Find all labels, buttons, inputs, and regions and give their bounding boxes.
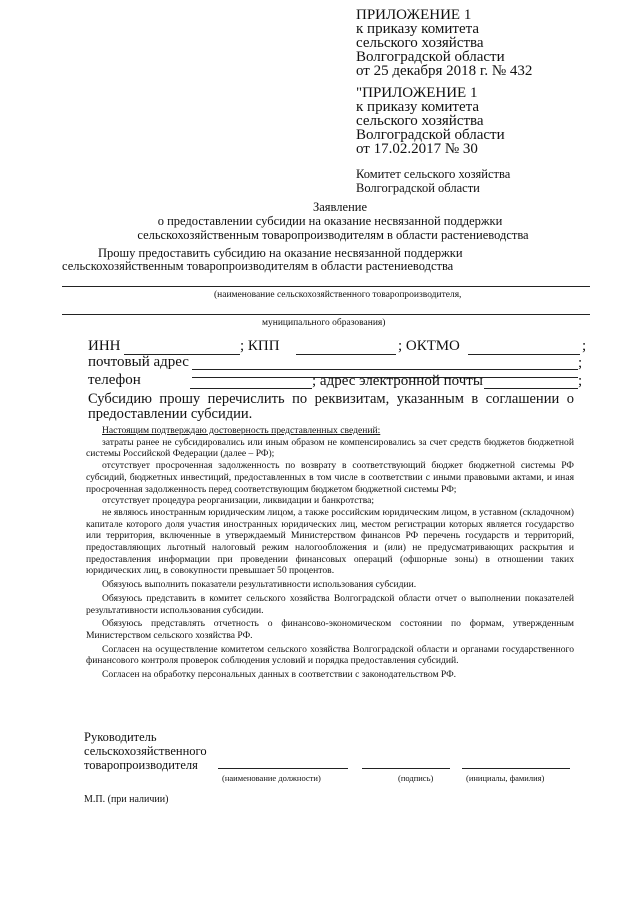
subsidy-requisites-text: Субсидию прошу перечислить по реквизитам, указанным в соглашении о предоставлении субсидии. (88, 391, 574, 422)
statement-subtitle2: сельскохозяйственным товаропроизводителям в области растениеводства (137, 228, 529, 242)
postal-label: почтовый адрес (88, 354, 189, 370)
statement-subtitle1: о предоставлении субсидии на оказание несвязанной поддержки (157, 214, 503, 228)
producer-name-caption: (наименование сельскохозяйственного товаропроизводителя, (214, 290, 462, 300)
municipality-line[interactable] (62, 314, 590, 315)
header1-line1: к приказу комитета (356, 21, 480, 37)
header2-line2: сельского хозяйства (356, 113, 484, 129)
postal-semicolon: ; (578, 355, 583, 371)
request-line2: сельскохозяйственным товаропроизводителям в области растениеводства (62, 259, 454, 273)
email-field[interactable] (484, 388, 578, 389)
postal-field[interactable] (192, 369, 578, 370)
addressee-line1: Комитет сельского хозяйства (356, 167, 511, 181)
stamp-note: М.П. (при наличии) (84, 794, 169, 805)
confirmation-body (86, 425, 574, 681)
header1-title: ПРИЛОЖЕНИЕ 1 (356, 7, 472, 23)
header2-line4: от 17.02.2017 № 30 (356, 141, 478, 157)
confirm-heading: Настоящим подтверждаю достоверность представленных сведений: (102, 425, 381, 436)
addressee-line2: Волгоградской области (356, 181, 480, 195)
email-semicolon: ; (578, 373, 583, 389)
phone-label: телефон (88, 372, 141, 388)
body-p9: Согласен на обработку персональных данных в соответствии с законодательством РФ. (102, 669, 457, 681)
header2-line1: к приказу комитета (356, 99, 480, 115)
statement-heading (0, 200, 640, 242)
addressee (356, 167, 510, 195)
body-p3: отсутствует процедура реорганизации, ликвидации и банкротства; (102, 495, 375, 507)
oktmo-semicolon: ; (582, 338, 587, 354)
inn-label: ИНН (88, 338, 121, 354)
phone-field[interactable] (190, 388, 312, 389)
statement-title: Заявление (312, 200, 367, 214)
kpp-label: ; КПП (240, 338, 280, 354)
request-line1: Прошу предоставить субсидию на оказание несвязанной поддержки (98, 246, 463, 260)
body-p4: не являюсь иностранным юридическим лицом, а также российским юридическим лицом, в уставном (складочном) капитале которого доля участия иностранных юридических лиц, местом регистрации которых является государство или территория, включенные в утверждаемый Министерством финансов РФ перечень государств и территорий, предоставляющих льготный налоговый режим налогообложения и (или) не предусматривающих раскрытия и предоставления информации при проведении финансовых операций (офшорные зоны) в отношении таких юридических лиц, в совокупности превышает 50 процентов. (86, 506, 574, 577)
header-appendix-2 (356, 86, 505, 156)
position-caption: (наименование должности) (222, 773, 321, 783)
signature-line3: товаропроизводителя (84, 758, 198, 772)
signature-field[interactable] (362, 768, 450, 769)
header1-line3: Волгоградской области (356, 49, 505, 65)
signature-role (84, 730, 207, 772)
signature-line1: Руководитель (84, 730, 157, 744)
header-appendix-1 (356, 8, 532, 78)
email-label: ; адрес электронной почты (312, 373, 483, 389)
oktmo-label: ; ОКТМО (398, 338, 460, 354)
body-p8: Согласен на осуществление комитетом сельского хозяйства Волгоградской области и органами государственного финансового контроля проверок соблюдения условий и порядка предоставления субсидий. (86, 643, 574, 667)
oktmo-field[interactable] (468, 354, 580, 355)
initials-field[interactable] (462, 768, 570, 769)
request-text (62, 247, 463, 273)
header2-title: "ПРИЛОЖЕНИЕ 1 (356, 85, 478, 101)
body-p2: отсутствует просроченная задолженность по возврату в соответствующий бюджет бюджетной системы РФ субсидий, бюджетных инвестиций, предоставленных в том числе в соответствии с иными правовыми актами, и иная просроченная задолженность перед соответствующим бюджетом бюджетной системы РФ; (86, 460, 574, 495)
body-p1: затраты ранее не субсидировались или иным образом не компенсировались за счет средств бюджетов бюджетной системы Российской Федерации (далее – РФ); (86, 436, 574, 460)
initials-caption: (инициалы, фамилия) (466, 773, 545, 783)
signature-line2: сельскохозяйственного (84, 744, 207, 758)
header2-line3: Волгоградской области (356, 127, 505, 143)
header1-line4: от 25 декабря 2018 г. № 432 (356, 63, 533, 79)
sign-caption: (подпись) (398, 773, 434, 783)
kpp-field[interactable] (296, 354, 396, 355)
body-p5: Обязуюсь выполнить показатели результативности использования субсидии. (102, 579, 417, 591)
position-field[interactable] (218, 768, 348, 769)
header1-line2: сельского хозяйства (356, 35, 484, 51)
body-p6: Обязуюсь представить в комитет сельского хозяйства Волгоградской области отчет о выполнении показателей результативности использования субсидии. (86, 592, 574, 616)
municipality-caption: муниципального образования) (262, 318, 386, 328)
body-p7: Обязуюсь представлять отчетность о финансово-экономическом состоянии по формам, утвержденным Министерством сельского хозяйства РФ. (86, 618, 574, 641)
producer-name-line[interactable] (62, 286, 590, 287)
